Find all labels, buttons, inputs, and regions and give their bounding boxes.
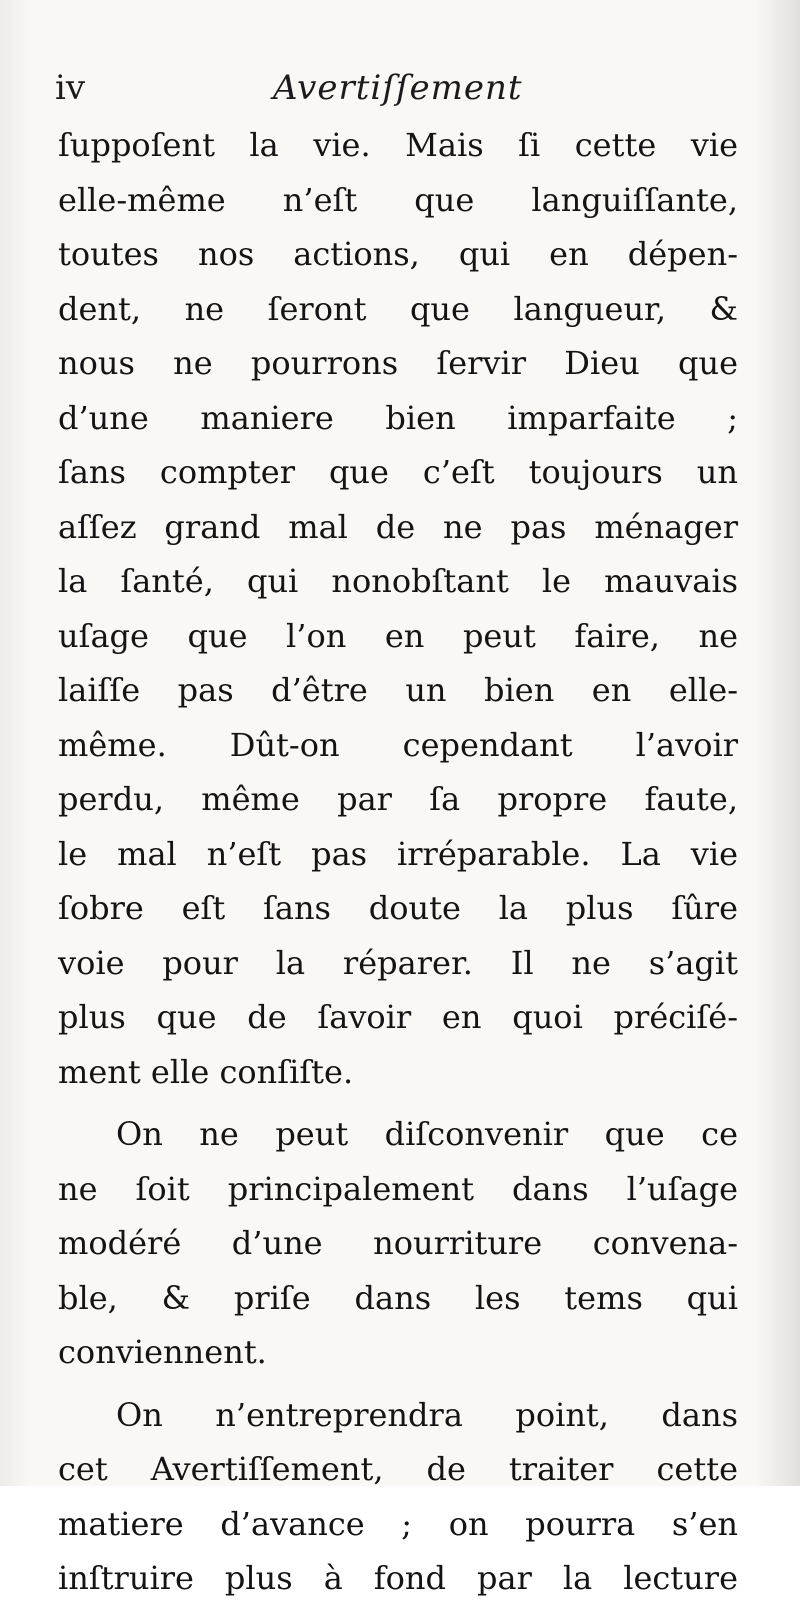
text-line: On ne peut diſconvenir que ce — [116, 1115, 738, 1153]
text-line: dent, ne ſeront que langueur, & — [58, 289, 738, 328]
text-line: ſans compter que c’eſt toujours un — [58, 453, 738, 491]
page-edge-shadow — [755, 0, 800, 1486]
text-line: matiere d’avance ; on pourra s’en — [58, 1504, 738, 1543]
text-line: nous ne pourrons ſervir Dieu que — [58, 344, 738, 382]
text-line: laiſſe pas d’être un bien en elle- — [58, 671, 738, 709]
page-gutter-shadow — [0, 0, 30, 1486]
text-line: d’une maniere bien imparfaite ; — [58, 398, 738, 437]
text-line: elle-même n’eſt que languiſſante, — [58, 180, 738, 219]
paragraph-gap — [58, 1380, 738, 1388]
text-line: le mal n’eſt pas irréparable. La vie — [58, 834, 738, 873]
text-line: modéré d’une nourriture convena- — [58, 1224, 738, 1262]
text-line: inſtruire plus à fond par la lecture — [58, 1559, 738, 1597]
running-head: Avertiſſement — [273, 68, 523, 108]
page-header — [55, 62, 715, 112]
text-line: toutes nos actions, qui en dépen- — [58, 235, 738, 273]
text-line: même. Dût-on cependant l’avoir — [58, 725, 738, 764]
text-line: la ſanté, qui nonobſtant le mauvais — [58, 562, 738, 600]
text-line: perdu, même par ſa propre faute, — [58, 780, 738, 818]
paragraph-gap — [58, 1099, 738, 1107]
text-line: ne ſoit principalement dans l’uſage — [58, 1169, 738, 1208]
text-line: ſuppoſent la vie. Mais ſi cette vie — [58, 126, 738, 164]
text-line: ble, & priſe dans les tems qui — [58, 1278, 738, 1317]
text-line: aſſez grand mal de ne pas ménager — [58, 507, 738, 546]
text-line: On n’entreprendra point, dans — [116, 1395, 738, 1434]
text-line: uſage que l’on en peut faire, ne — [58, 616, 738, 655]
text-line: plus que de ſavoir en quoi préciſé- — [58, 998, 738, 1036]
text-line: cet Avertiſſement, de traiter cette — [58, 1450, 738, 1488]
text-line: ſobre eſt ſans doute la plus ſûre — [58, 889, 738, 927]
text-line: voie pour la réparer. Il ne s’agit — [58, 943, 738, 982]
text-line: ment elle conſiſte. — [58, 1052, 354, 1091]
text-line: conviennent. — [58, 1333, 267, 1371]
body-text — [58, 118, 738, 1606]
page-number: iv — [55, 68, 86, 108]
